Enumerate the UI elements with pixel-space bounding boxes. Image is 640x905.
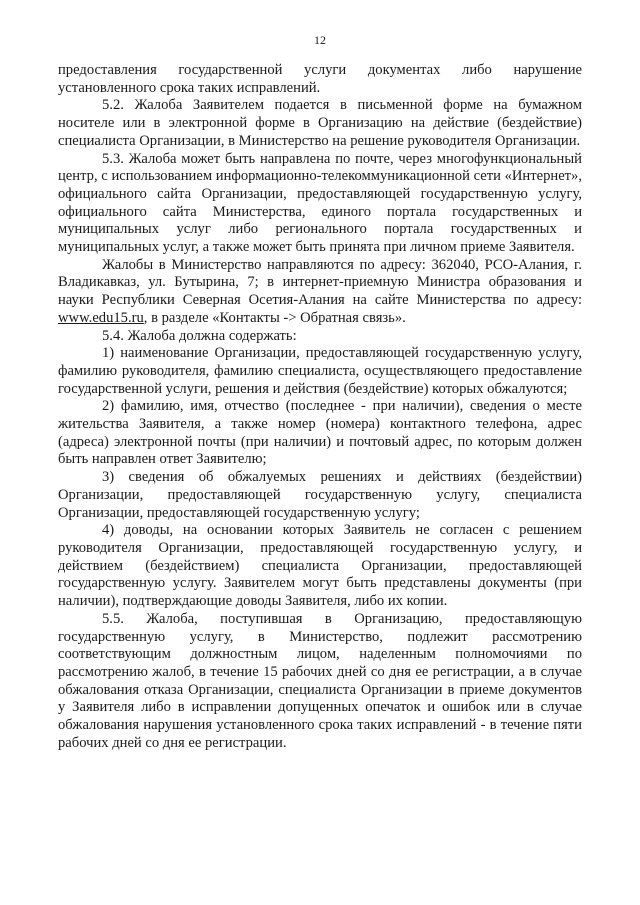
list-item-3: 3) сведения об обжалуемых решениях и действиях (бездействии) Организации, предоставляющей государственную услугу, специалиста Организации, предоставляющей государственную услугу;: [58, 469, 582, 521]
list-item-1: 1) наименование Организации, предоставляющей государственную услугу, фамилию руководителя, фамилию специалиста, осуществляющего предоставление государственной услуги, решения и действия (бездействие) которых обжалуются;: [58, 345, 582, 397]
address-text-tail: , в разделе «Контакты -> Обратная связь».: [143, 309, 406, 326]
address-text: Жалобы в Министерство направляются по адресу: 362040, РСО-Алания, г. Владикавказ, ул. Бутырина, 7; в интернет-приемную Министра образования и науки Республики Северная Осетия-Алания на сайте Министерства по адресу:: [58, 256, 582, 309]
paragraph-5-5: 5.5. Жалоба, поступившая в Организацию, предоставляющую государственную услугу, в Министерство, подлежит рассмотрению соответствующим должностным лицом, наделенным полномочиями по рассмотрению жалоб, в течение 15 рабочих дней со дня ее регистрации, а в случае обжалования отказа Организации, специалиста Организации в приеме документов у Заявителя либо в исправлении допущенных опечаток и ошибок или в случае обжалования нарушения установленного срока таких исправлений - в течение пяти рабочих дней со дня ее регистрации.: [58, 610, 582, 751]
document-body: [58, 62, 582, 752]
paragraph-5-4: 5.4. Жалоба должна содержать:: [102, 327, 297, 344]
paragraph-5-3: 5.3. Жалоба может быть направлена по почте, через многофункциональный центр, с использованием информационно-телекоммуникационной сети «Интернет», официального сайта Организации, предоставляющей государственную услугу, официального сайта Министерства, единого портала государственных и муниципальных услуг либо регионального портала государственных и муниципальных услуг, а также может быть принята при личном приеме Заявителя.: [58, 150, 582, 256]
page-number: 12: [314, 33, 326, 47]
paragraph-5-2: 5.2. Жалоба Заявителем подается в письменной форме на бумажном носителе или в электронной форме в Организацию на действие (бездействие) специалиста Организации, в Министерство на решение руководителя Организации.: [58, 97, 582, 149]
paragraph-continuation: предоставления государственной услуги документах либо нарушение установленного срока таких исправлений.: [58, 62, 582, 96]
paragraph-address: [58, 257, 582, 328]
ministry-site-link[interactable]: www.edu15.ru: [58, 309, 144, 326]
list-item-4: 4) доводы, на основании которых Заявитель не согласен с решением руководителя Организации, предоставляющей государственную услугу, и действием (бездействием) специалиста Организации, предоставляющей государственную услугу. Заявителем могут быть представлены документы (при наличии), подтверждающие доводы Заявителя, либо их копии.: [58, 522, 582, 610]
list-item-2: 2) фамилию, имя, отчество (последнее - при наличии), сведения о месте жительства Заявителя, а также номер (номера) контактного телефона, адрес (адреса) электронной почты (при наличии) и почтовый адрес, по которым должен быть направлен ответ Заявителю;: [58, 398, 582, 468]
